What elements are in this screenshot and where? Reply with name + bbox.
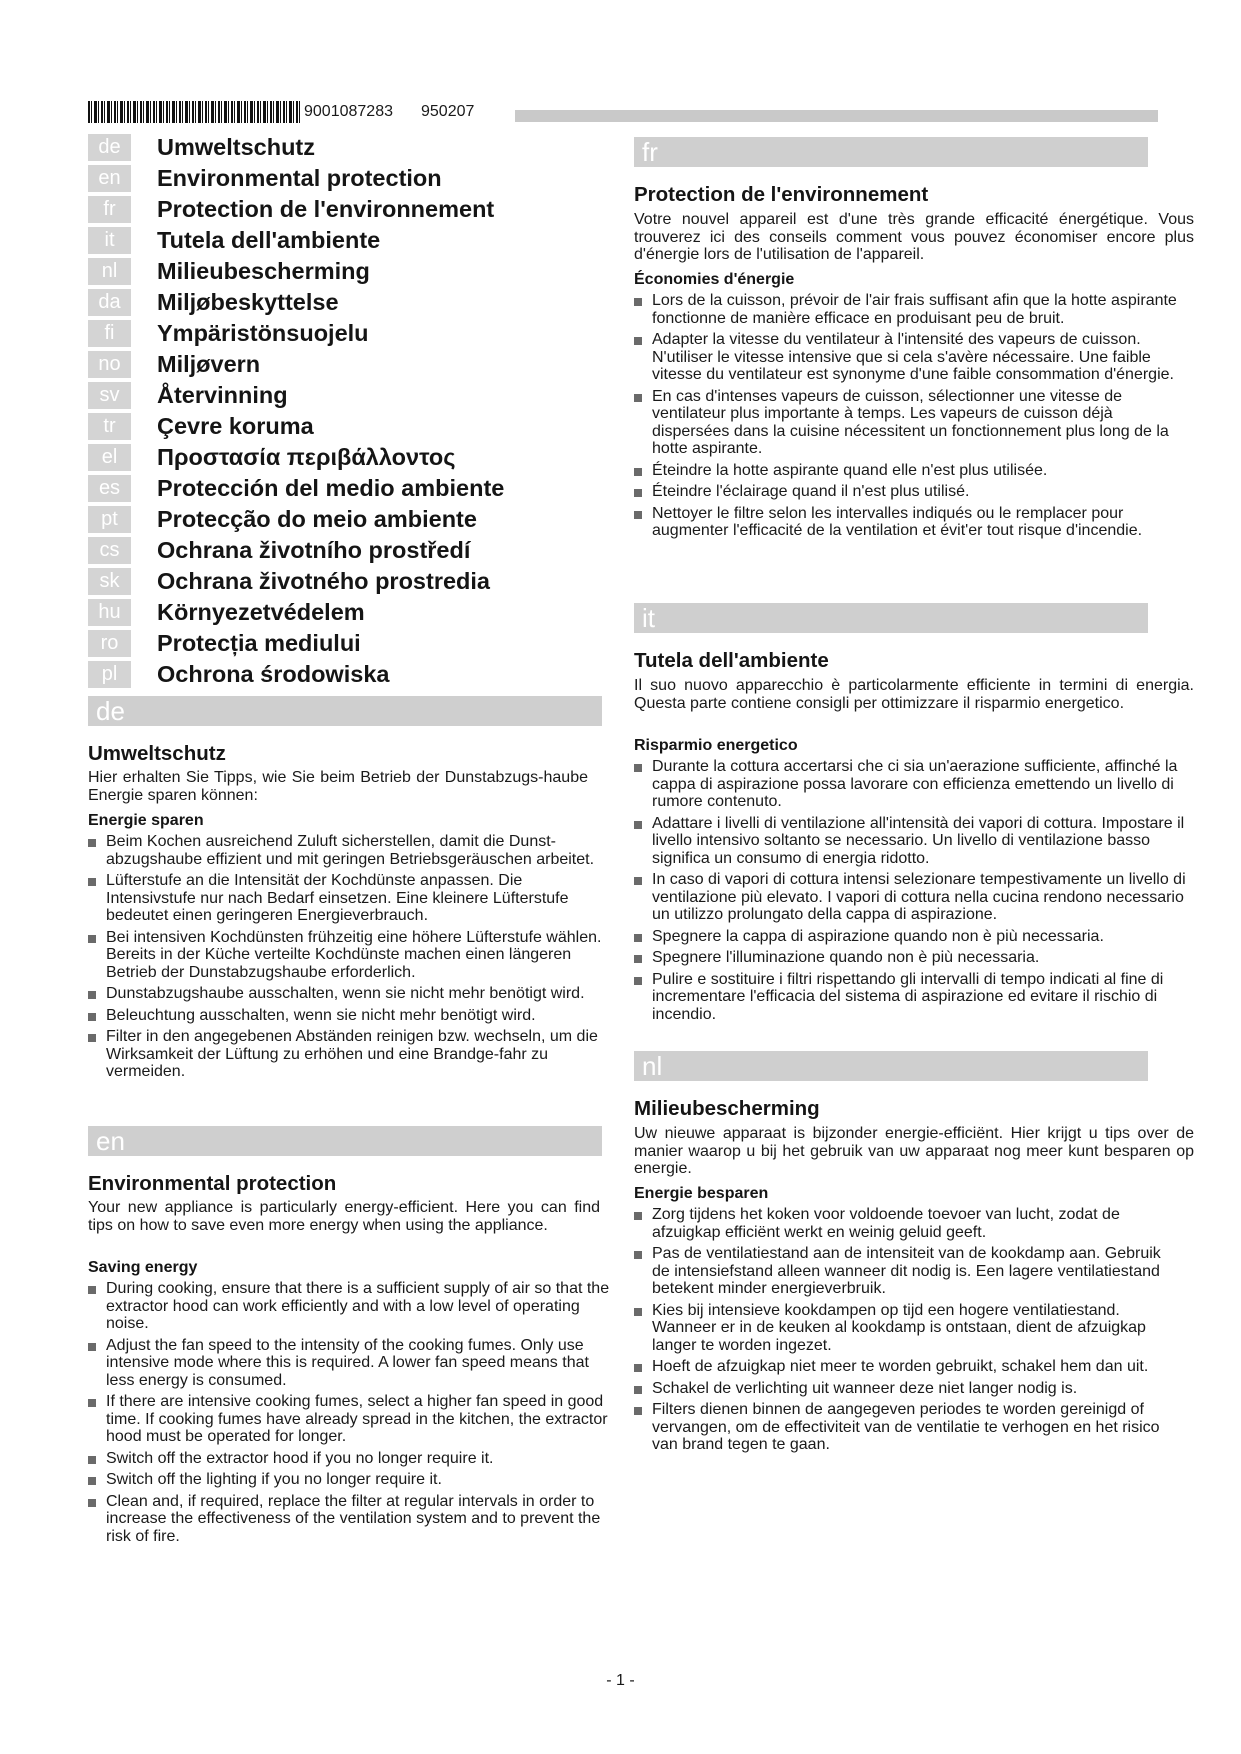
lang-entry-no [88, 351, 648, 378]
lang-title: Környezetvédelem [157, 599, 365, 625]
section-title-nl: Milieubescherming [634, 1097, 820, 1120]
list-item: Hoeft de afzuigkap niet meer te worden gebruikt, schakel hem dan uit. [632, 1358, 1172, 1376]
section-subtitle-nl: Energie besparen [634, 1185, 769, 1202]
bullet-list-en [86, 1280, 616, 1549]
date-code: 950207 [421, 103, 475, 120]
lang-entry-cs [88, 537, 648, 564]
lang-code: nl [88, 258, 131, 285]
bullet-list-de [86, 833, 604, 1085]
list-item: Switch off the lighting if you no longer require it. [86, 1471, 616, 1489]
lang-code: no [88, 351, 131, 378]
list-item: Clean and, if required, replace the filter at regular intervals in order to increase the effectiveness of the ventilation system and to prevent the risk of fire. [86, 1493, 616, 1546]
list-item: Nettoyer le filtre selon les intervalles indiqués ou le remplacer pour augmenter l'efficacité de la ventilation et évit'er tout risque d'incendie. [632, 505, 1192, 540]
list-item: Switch off the extractor hood if you no longer require it. [86, 1450, 616, 1468]
lang-code: hu [88, 599, 131, 626]
list-item: Beleuchtung ausschalten, wenn sie nicht mehr benötigt wird. [86, 1007, 604, 1025]
section-subtitle-en: Saving energy [88, 1259, 198, 1276]
list-item: Adapter la vitesse du ventilateur à l'intensité des vapeurs de cuisson. N'utiliser le vitesse intensive que si cela s'avère nécessaire. Une faible vitesse du ventilateur est synonyme d'une faible consommation d'énergie. [632, 331, 1192, 384]
barcode [88, 101, 302, 123]
list-item: If there are intensive cooking fumes, select a higher fan speed in good time. If cooking fumes have already spread in the kitchen, the extractor hood must be operated for longer. [86, 1393, 616, 1446]
list-item: Zorg tijdens het koken voor voldoende toevoer van lucht, zodat de afzuigkap efficiënt werkt en weinig geluid geeft. [632, 1206, 1172, 1241]
section-title-en: Environmental protection [88, 1172, 337, 1195]
lang-code: da [88, 289, 131, 316]
section-intro-fr: Votre nouvel appareil est d'une très grande efficacité énergétique. Vous trouverez ici des conseils comment vous pouvez économiser encore plus d'énergie lors de l'utilisation de l'appareil. [634, 211, 1194, 263]
section-title-it: Tutela dell'ambiente [634, 649, 829, 672]
bullet-list-fr [632, 292, 1192, 544]
lang-title: Ochrona środowiska [157, 661, 390, 687]
lang-code: es [88, 475, 131, 502]
bullet-list-it [632, 758, 1192, 1027]
barcode-number: 9001087283 [304, 103, 393, 120]
list-item: Beim Kochen ausreichend Zuluft sicherstellen, damit die Dunst-abzugshaube effizient und mit geringen Betriebsgeräuschen arbeitet. [86, 833, 604, 868]
lang-entry-hu [88, 599, 648, 626]
list-item: Lüfterstufe an die Intensität der Kochdünste anpassen. Die Intensivstufe nur nach Bedarf einsetzen. Eine kleinere Lüfterstufe bedeutet einen geringeren Energieverbrauch. [86, 872, 604, 925]
lang-code: ro [88, 630, 131, 657]
list-item: Adjust the fan speed to the intensity of the cooking fumes. Only use intensive mode where this is required. A lower fan speed means that less energy is consumed. [86, 1337, 616, 1390]
lang-entry-ro [88, 630, 648, 657]
lang-title: Miljøvern [157, 351, 261, 377]
lang-title: Ochrana životného prostredia [157, 568, 490, 594]
list-item: Adattare i livelli di ventilazione all'intensità dei vapori di cottura. Impostare il livello intensivo soltanto se necessario. Un livello di ventilazione basso significa un consumo di energia ridotto. [632, 815, 1192, 868]
list-item: En cas d'intenses vapeurs de cuisson, sélectionner une vitesse de ventilateur plus importante à temps. Les vapeurs de cuisson déjà dispersées dans la cuisine nécessitent un fonctionnement plus long de la hotte aspirante. [632, 388, 1192, 458]
lang-code: tr [88, 413, 131, 440]
lang-code: sv [88, 382, 131, 409]
lang-entry-it [88, 227, 648, 254]
lang-title: Ochrana životního prostředí [157, 537, 471, 563]
lang-title: Protección del medio ambiente [157, 475, 505, 501]
lang-code: cs [88, 537, 131, 564]
lang-code: en [88, 165, 131, 192]
list-item: Dunstabzugshaube ausschalten, wenn sie nicht mehr benötigt wird. [86, 985, 604, 1003]
section-bar-fr: fr [634, 137, 1148, 167]
lang-entry-da [88, 289, 648, 316]
section-title-de: Umweltschutz [88, 742, 226, 765]
section-subtitle-fr: Économies d'énergie [634, 271, 795, 288]
section-intro-it: Il suo nuovo apparecchio è particolarmente efficiente in termini di energia. Questa parte contiene consigli per ottimizzare il risparmio energetico. [634, 677, 1194, 712]
lang-code: de [88, 134, 131, 161]
lang-title: Protection de l'environnement [157, 196, 495, 222]
list-item: Kies bij intensieve kookdampen op tijd een hogere ventilatiestand. Wanneer er in de keuken al kookdamp is ontstaan, dient de afzuigkap langer te worden ingezet. [632, 1302, 1172, 1355]
lang-entry-sk [88, 568, 648, 595]
section-subtitle-it: Risparmio energetico [634, 737, 798, 754]
section-intro-de: Hier erhalten Sie Tipps, wie Sie beim Betrieb der Dunstabzugs-haube Energie sparen können: [88, 769, 588, 804]
lang-code: fi [88, 320, 131, 347]
lang-entry-en [88, 165, 648, 192]
lang-title: Protecția mediului [157, 630, 361, 656]
lang-title: Umweltschutz [157, 134, 315, 160]
lang-title: Miljøbeskyttelse [157, 289, 339, 315]
lang-entry-fi [88, 320, 648, 347]
lang-entry-sv [88, 382, 648, 409]
lang-title: Çevre koruma [157, 413, 314, 439]
lang-title: Milieubescherming [157, 258, 370, 284]
lang-title: Ympäristönsuojelu [157, 320, 369, 346]
lang-title: Tutela dell'ambiente [157, 227, 381, 253]
list-item: Lors de la cuisson, prévoir de l'air frais suffisant afin que la hotte aspirante fonctionne de manière efficace en produisant peu de bruit. [632, 292, 1192, 327]
section-bar-it: it [634, 603, 1148, 633]
lang-entry-fr [88, 196, 648, 223]
lang-code: sk [88, 568, 131, 595]
lang-title: Environmental protection [157, 165, 442, 191]
lang-code: it [88, 227, 131, 254]
list-item: Schakel de verlichting uit wanneer deze niet langer nodig is. [632, 1380, 1172, 1398]
section-title-fr: Protection de l'environnement [634, 183, 929, 206]
list-item: Pulire e sostituire i filtri rispettando gli intervalli di tempo indicati al fine di incrementare l'efficacia del sistema di aspirazione ed evitare il rischio di incendio. [632, 971, 1192, 1024]
list-item: Éteindre l'éclairage quand il n'est plus utilisé. [632, 483, 1192, 501]
section-bar-nl: nl [634, 1051, 1148, 1081]
lang-entry-de [88, 134, 648, 161]
page-number: - 1 - [606, 1672, 635, 1689]
lang-title: Προστασία περιβάλλοντος [157, 444, 456, 470]
lang-entry-es [88, 475, 648, 502]
list-item: Éteindre la hotte aspirante quand elle n'est plus utilisée. [632, 462, 1192, 480]
section-bar-de: de [88, 696, 602, 726]
list-item: During cooking, ensure that there is a sufficient supply of air so that the extractor hood can work efficiently and with a low level of operating noise. [86, 1280, 616, 1333]
lang-entry-el [88, 444, 648, 471]
list-item: In caso di vapori di cottura intensi selezionare tempestivamente un livello di ventilazione più elevato. I vapori di cottura nella cucina rendono necessario un utilizzo prolungato della cappa di aspirazione. [632, 871, 1192, 924]
list-item: Durante la cottura accertarsi che ci sia un'aerazione sufficiente, affinché la cappa di aspirazione possa lavorare con efficienza emettendo un livello di rumore contenuto. [632, 758, 1192, 811]
section-subtitle-de: Energie sparen [88, 812, 204, 829]
lang-title: Återvinning [157, 382, 288, 408]
header-rule [515, 110, 1158, 122]
lang-entry-pt [88, 506, 648, 533]
lang-code: pl [88, 661, 131, 688]
list-item: Filters dienen binnen de aangegeven periodes te worden gereinigd of vervangen, om de effectiviteit van de ventilatie te verhogen en het risico van brand tegen te gaan. [632, 1401, 1172, 1454]
list-item: Filter in den angegebenen Abständen reinigen bzw. wechseln, um die Wirksamkeit der Lüftung zu erhöhen und eine Brandge-fahr zu vermeiden. [86, 1028, 604, 1081]
lang-code: el [88, 444, 131, 471]
lang-code: fr [88, 196, 131, 223]
section-intro-nl: Uw nieuwe apparaat is bijzonder energie-efficiënt. Hier krijgt u tips over de manier waarop u bij het gebruik van uw apparaat nog meer kunt besparen op energie. [634, 1125, 1194, 1177]
bullet-list-nl [632, 1206, 1172, 1458]
list-item: Spegnere l'illuminazione quando non è più necessaria. [632, 949, 1192, 967]
lang-entry-tr [88, 413, 648, 440]
lang-entry-nl [88, 258, 648, 285]
list-item: Bei intensiven Kochdünsten frühzeitig eine höhere Lüfterstufe wählen. Bereits in der Küche verteilte Kochdünste machen einen längeren Betrieb der Dunstabzugshaube erforderlich. [86, 929, 604, 982]
lang-code: pt [88, 506, 131, 533]
list-item: Spegnere la cappa di aspirazione quando non è più necessaria. [632, 928, 1192, 946]
list-item: Pas de ventilatiestand aan de intensiteit van de kookdamp aan. Gebruik de intensiefstand alleen wanneer dit nodig is. Een lagere ventilatiestand betekent minder energieverbruik. [632, 1245, 1172, 1298]
section-bar-en: en [88, 1126, 602, 1156]
section-intro-en: Your new appliance is particularly energy-efficient. Here you can find tips on how to save even more energy when using the appliance. [88, 1199, 600, 1234]
lang-title: Protecção do meio ambiente [157, 506, 477, 532]
lang-entry-pl [88, 661, 648, 688]
